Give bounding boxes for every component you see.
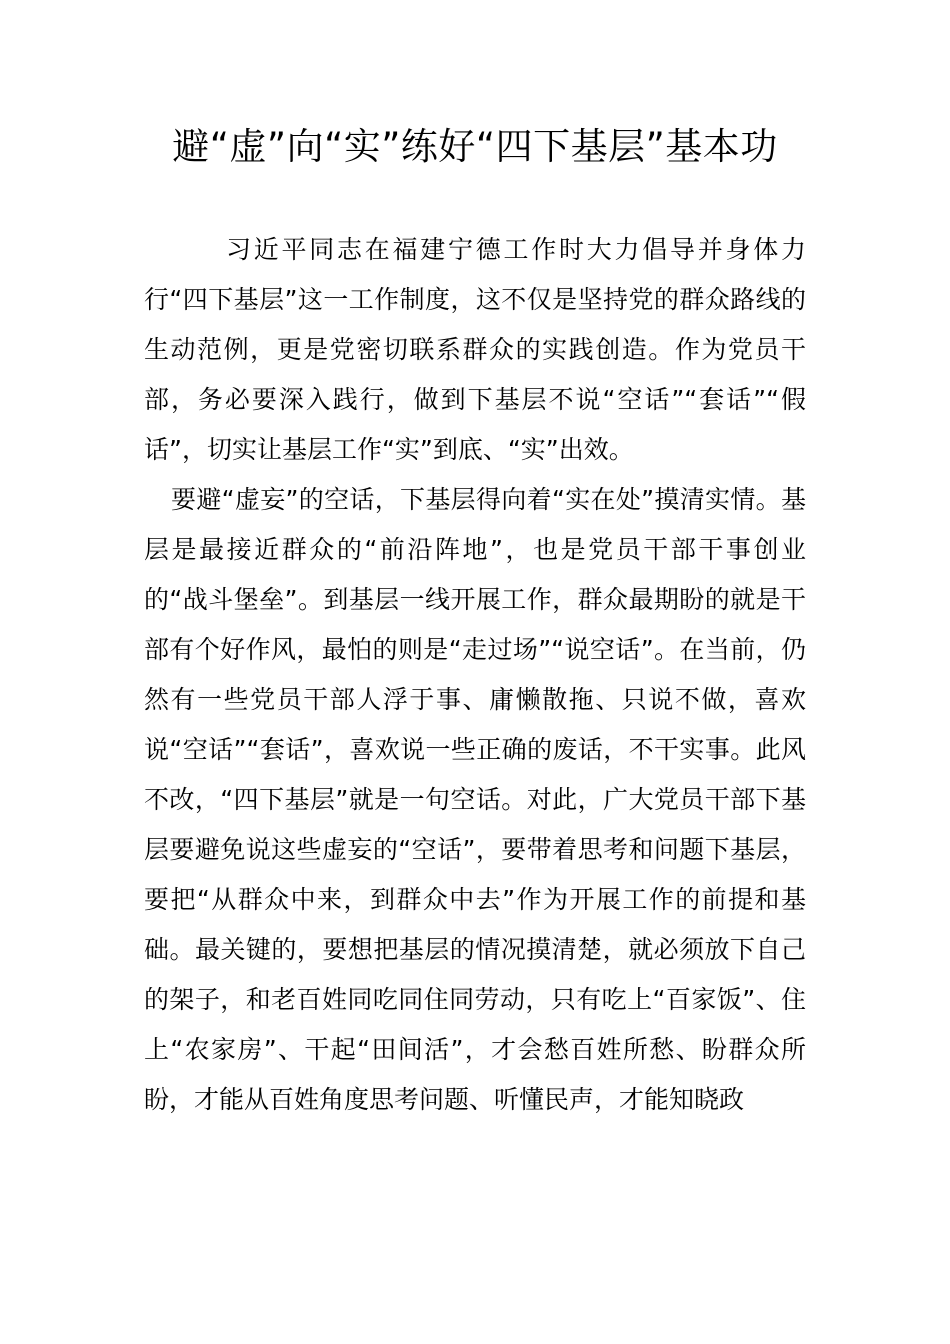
document-title: 避“虚”向“实”练好“四下基层”基本功 xyxy=(172,125,778,168)
paragraph-1: 习近平同志在福建宁德工作时大力倡导并身体力行“四下基层”这一工作制度，这不仅是坚持党的群众路线的生动范例，更是党密切联系群众的实践创造。作为党员干部，务必要深入践行，做到下基层不说“空话”“套话”“假话”，切实让基层工作“实”到底、“实”出效。 xyxy=(144,235,806,464)
document-body xyxy=(144,225,806,1125)
paragraph-2: 要避“虚妄”的空话，下基层得向着“实在处”摸清实情。基层是最接近群众的“前沿阵地”，也是党员干部干事创业的“战斗堡垒”。到基层一线开展工作，群众最期盼的就是干部有个好作风，最怕的则是“走过场”“说空话”。在当前，仍然有一些党员干部人浮于事、庸懒散拖、只说不做，喜欢说“空话”“套话”，喜欢说一些正确的废话，不干实事。此风不改，“四下基层”就是一句空话。对此，广大党员干部下基层要避免说这些虚妄的“空话”，要带着思考和问题下基层，要把“从群众中来，到群众中去”作为开展工作的前提和基础。最关键的，要想把基层的情况摸清楚，就必须放下自己的架子，和老百姓同吃同住同劳动，只有吃上“百家饭”、住上“农家房”、干起“田间活”，才会愁百姓所愁、盼群众所盼，才能从百姓角度思考问题、听懂民声，才能知晓政 xyxy=(144,485,806,1114)
